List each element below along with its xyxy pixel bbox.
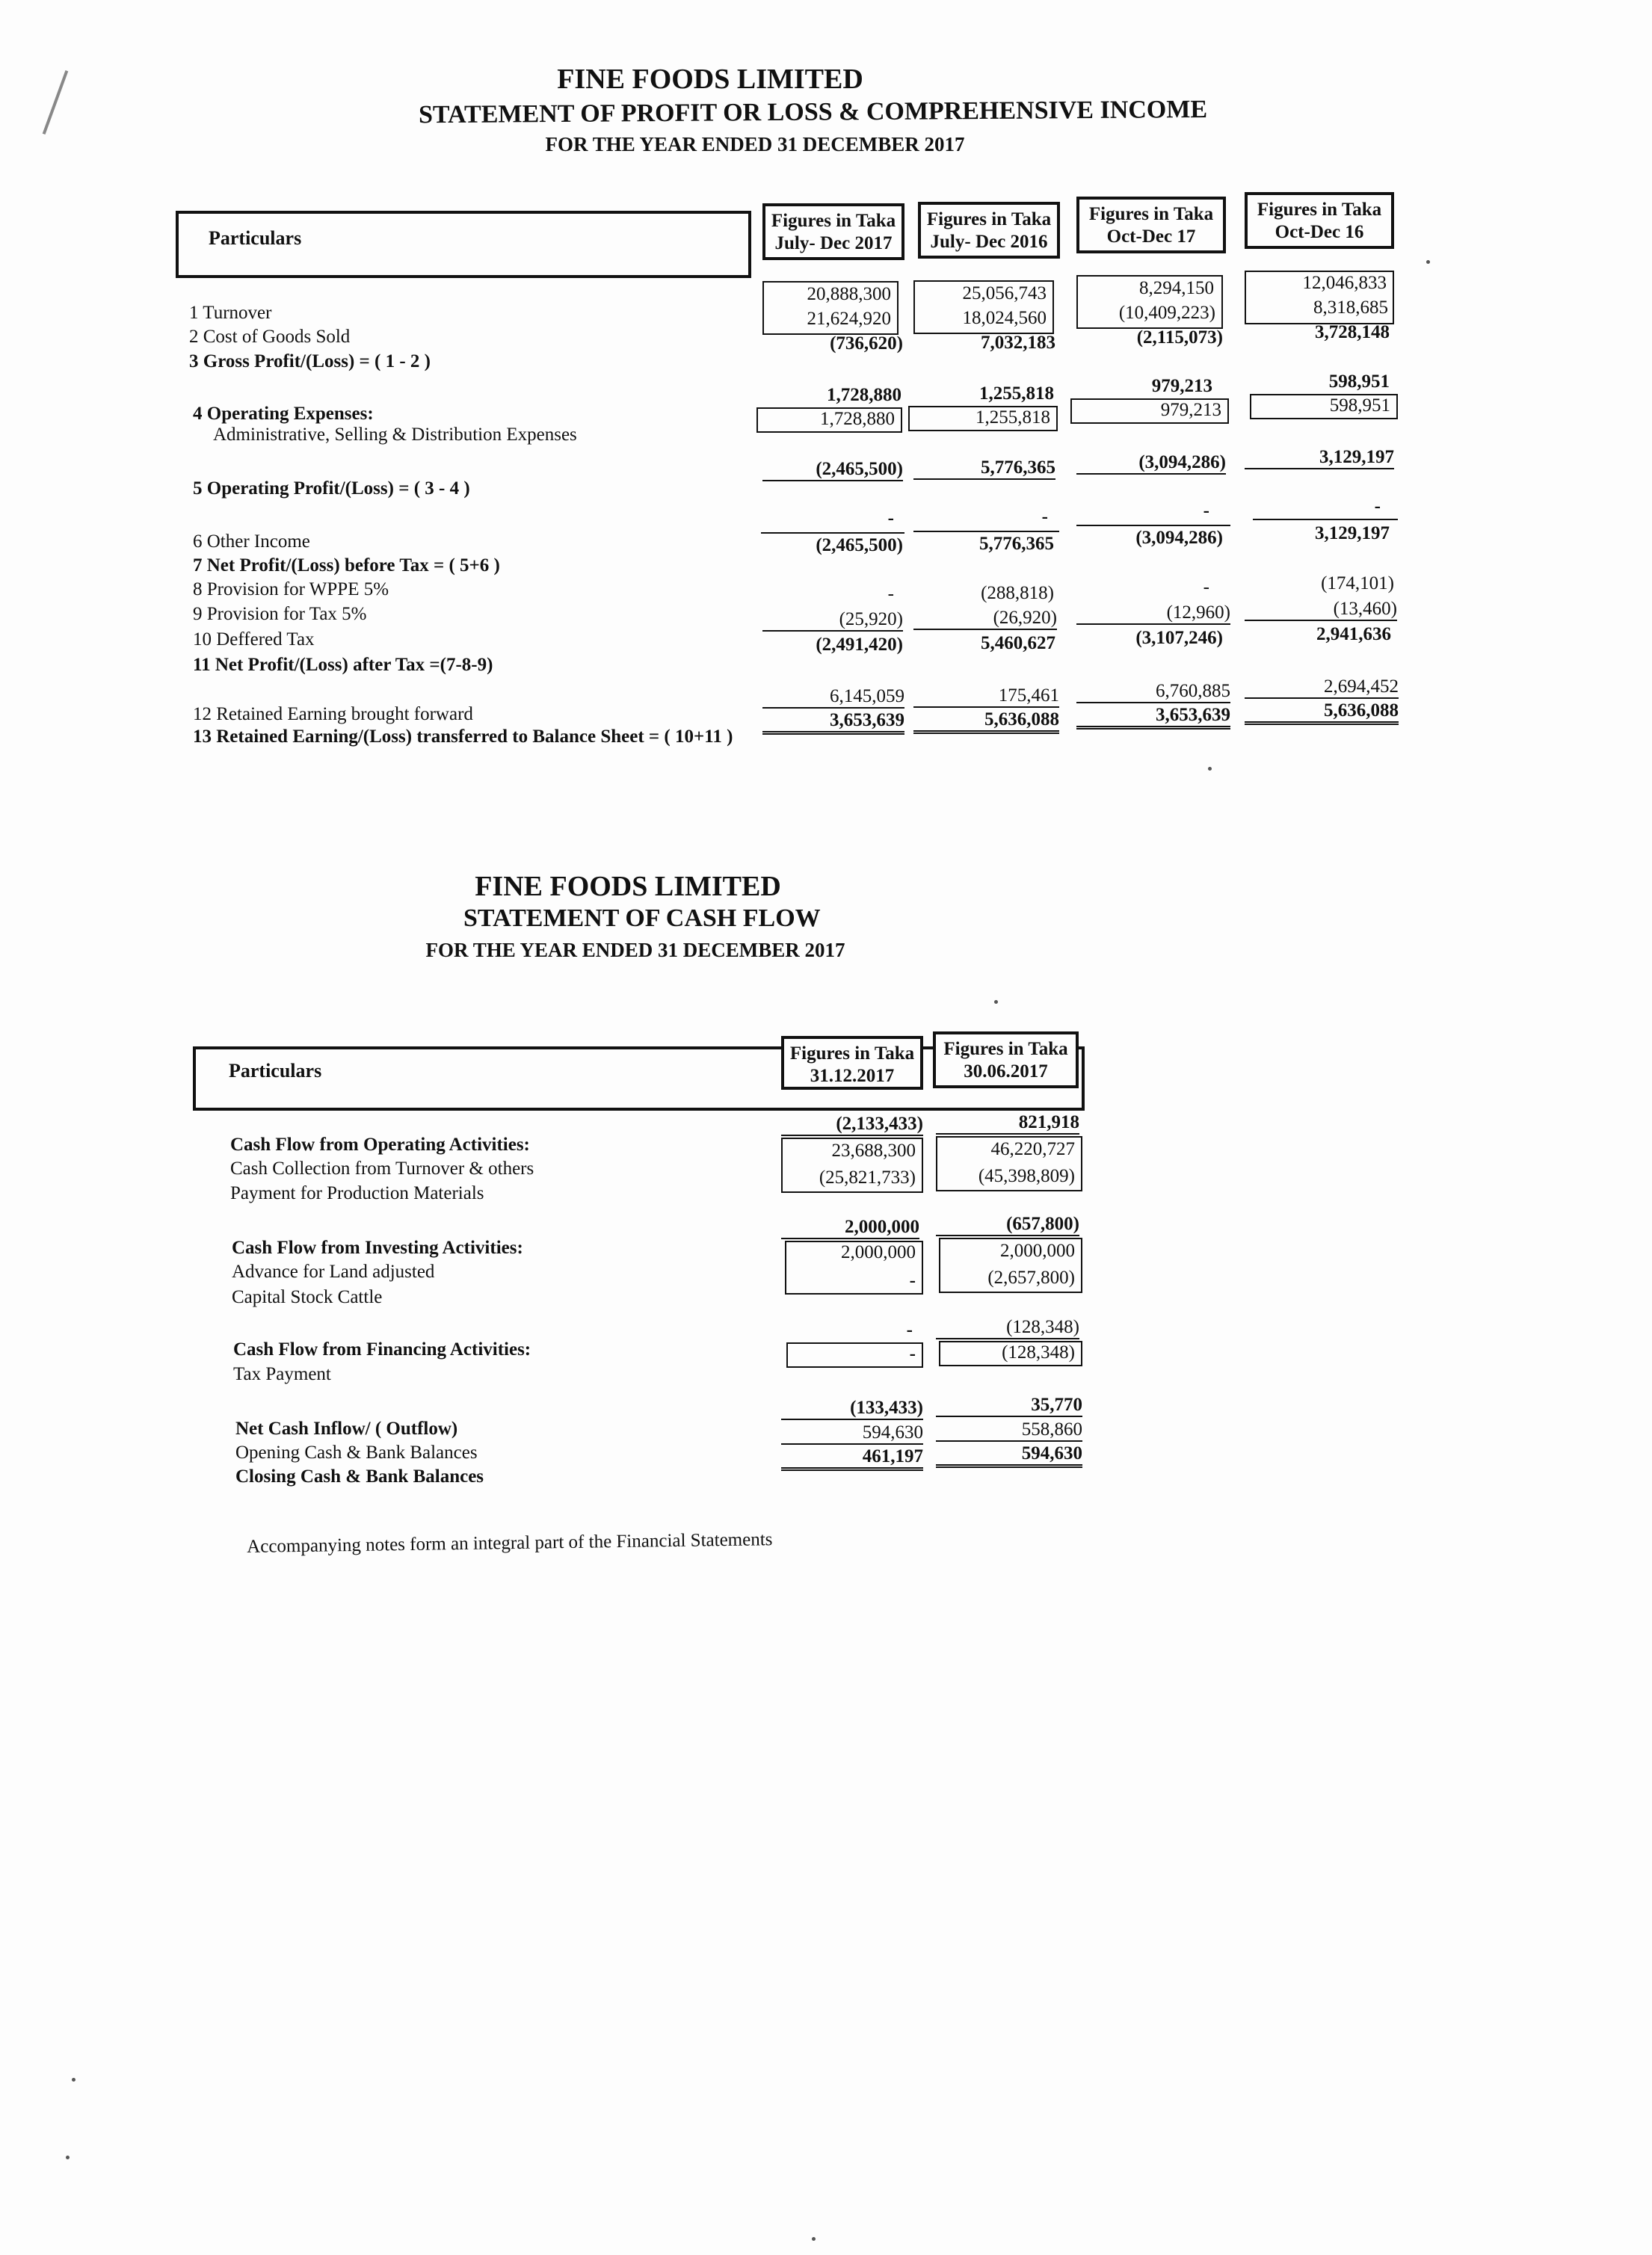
pl-row-label: 5 Operating Profit/(Loss) = ( 3 - 4 ) — [193, 478, 470, 499]
cf-row-label: Capital Stock Cattle — [232, 1287, 383, 1307]
cf-value: 2,000,000 — [781, 1217, 919, 1239]
column-header-4-line1: Figures in Taka — [1257, 200, 1382, 220]
column-header-3-line1: Figures in Taka — [1088, 204, 1214, 224]
pl-value: 12,046,833 — [1302, 273, 1387, 293]
cf-row-label: Closing Cash & Bank Balances — [235, 1466, 484, 1487]
cf-row-label: Cash Flow from Operating Activities: — [230, 1135, 530, 1155]
pl-value: (10,409,223) — [1118, 303, 1215, 323]
pl-value: - — [1203, 501, 1209, 521]
pl-value: (3,094,286) — [1135, 528, 1223, 548]
pl-value: 5,636,088 — [1245, 700, 1399, 725]
cf-statement-period: FOR THE YEAR ENDED 31 DECEMBER 2017 — [425, 939, 845, 961]
pl-row-label: 6 Other Income — [193, 531, 310, 552]
cf-value: 35,770 — [936, 1395, 1082, 1417]
pl-row-label: 1 Turnover — [189, 303, 272, 323]
scan-speck — [66, 2156, 70, 2159]
cf-value: (128,348) — [939, 1341, 1082, 1366]
pl-value: 25,056,743 — [962, 283, 1047, 303]
cf-row-label: Payment for Production Materials — [230, 1183, 484, 1203]
pl-value: 8,294,150 — [1139, 278, 1214, 298]
pl-value: (3,107,246) — [1135, 628, 1223, 648]
pl-row-label: 3 Gross Profit/(Loss) = ( 1 - 2 ) — [189, 351, 431, 371]
pl-value: 979,213 — [1070, 398, 1229, 424]
statement-title: STATEMENT OF PROFIT OR LOSS & COMPREHENSIVE INCOME — [418, 95, 1208, 129]
pl-value: (736,620) — [830, 333, 903, 354]
pl-col1-rule — [761, 532, 904, 534]
cf-value: 594,630 — [936, 1443, 1082, 1468]
notes-footer: Accompanying notes form an integral part of the Financial Statements — [247, 1529, 773, 1557]
cf-value: - — [786, 1342, 923, 1368]
cf-value: 558,860 — [936, 1419, 1082, 1442]
cf-row-label: Opening Cash & Bank Balances — [235, 1443, 478, 1463]
cf-value: - — [906, 1320, 913, 1340]
cf-value: 461,197 — [781, 1446, 923, 1471]
particulars-label: Particulars — [209, 227, 302, 249]
pl-value: (174,101) — [1321, 573, 1394, 593]
scan-speck — [1426, 260, 1430, 264]
pl-value: 598,951 — [1250, 394, 1398, 419]
cf-company-name: FINE FOODS LIMITED — [475, 871, 781, 902]
pl-value: 175,461 — [913, 685, 1059, 708]
pl-value: (2,115,073) — [1136, 327, 1223, 348]
company-name: FINE FOODS LIMITED — [557, 64, 863, 95]
pl-row-label: 11 Net Profit/(Loss) after Tax =(7-8-9) — [193, 655, 493, 675]
pl-value: 6,145,059 — [762, 686, 904, 709]
cf-row-label: Tax Payment — [233, 1364, 331, 1384]
pl-row-label: 4 Operating Expenses: — [193, 404, 374, 424]
pl-value: 1,255,818 — [979, 383, 1054, 404]
column-header-2-line1: Figures in Taka — [926, 209, 1052, 229]
cf-row-label: Advance for Land adjusted — [232, 1262, 435, 1282]
column-header-1 — [762, 203, 904, 260]
cf-value: 594,630 — [781, 1422, 923, 1445]
pl-value: 1,728,880 — [756, 407, 902, 433]
cf-row-label: Cash Flow from Investing Activities: — [232, 1238, 523, 1258]
column-header-1-line2: July- Dec 2017 — [774, 233, 893, 253]
pl-value: - — [1203, 577, 1209, 597]
cf-value: - — [909, 1271, 916, 1291]
cf-value: (45,398,809) — [978, 1166, 1075, 1186]
pl-value: 5,460,627 — [981, 633, 1055, 653]
pl-value: - — [1041, 507, 1048, 527]
pl-value: (2,465,500) — [762, 459, 903, 481]
cf-column-header-1-line1: Figures in Taka — [789, 1043, 915, 1064]
pl-value: 21,624,920 — [807, 309, 891, 329]
pl-value: (12,960) — [1076, 602, 1230, 625]
pl-value: (2,491,420) — [816, 635, 903, 655]
pl-value: - — [887, 508, 894, 528]
pl-value: 979,213 — [1151, 376, 1212, 396]
pl-col4-rule — [1253, 519, 1398, 520]
pl-value: 20,888,300 — [807, 284, 891, 304]
cf-row-label: Net Cash Inflow/ ( Outflow) — [235, 1419, 458, 1439]
statement-period: FOR THE YEAR ENDED 31 DECEMBER 2017 — [545, 133, 965, 155]
pl-col2-rule — [913, 531, 1059, 532]
pl-value: (25,920) — [762, 609, 903, 632]
cf-value: 821,918 — [936, 1112, 1079, 1135]
pl-value: - — [1374, 496, 1381, 516]
cf-value: (2,133,433) — [781, 1114, 923, 1136]
pl-value: 1,728,880 — [827, 385, 901, 405]
pl-row-label: 7 Net Profit/(Loss) before Tax = ( 5+6 ) — [193, 555, 500, 576]
pl-row-label: 8 Provision for WPPE 5% — [193, 579, 389, 599]
particulars-header-box — [176, 211, 751, 278]
cf-value: 46,220,727 — [990, 1139, 1075, 1159]
cf-row-label: Cash Collection from Turnover & others — [230, 1159, 534, 1179]
pl-value: 8,318,685 — [1313, 297, 1388, 318]
scan-speck — [994, 1000, 998, 1004]
pl-value: 3,653,639 — [1076, 705, 1230, 729]
pl-value: 6,760,885 — [1076, 681, 1230, 703]
pl-row-label: Administrative, Selling & Distribution Expenses — [213, 425, 577, 445]
column-header-3 — [1076, 197, 1226, 253]
pl-value: 5,776,365 — [979, 534, 1054, 554]
cf-column-header-1 — [781, 1036, 923, 1090]
column-header-2-line2: July- Dec 2016 — [930, 232, 1048, 252]
scan-speck — [72, 2078, 75, 2082]
scan-speck — [812, 2237, 816, 2241]
cf-value: 23,688,300 — [831, 1141, 916, 1161]
pl-value: 1,255,818 — [908, 406, 1058, 431]
pl-value: (288,818) — [981, 583, 1054, 603]
column-header-4-line2: Oct-Dec 16 — [1275, 222, 1364, 242]
column-header-2 — [918, 202, 1060, 259]
scan-speck — [1208, 767, 1212, 771]
cf-value: (25,821,733) — [819, 1167, 916, 1188]
scan-pen-mark — [43, 70, 69, 135]
cf-row-label: Cash Flow from Financing Activities: — [233, 1339, 531, 1360]
pl-col3-rule — [1076, 525, 1230, 526]
pl-value: 7,032,183 — [981, 333, 1055, 353]
pl-value: 2,694,452 — [1245, 676, 1399, 699]
pl-value: 5,636,088 — [913, 709, 1059, 734]
column-header-1-line1: Figures in Taka — [771, 211, 896, 231]
pl-value: 3,129,197 — [1315, 523, 1390, 543]
pl-value: 5,776,365 — [913, 457, 1055, 480]
cf-column-header-2 — [933, 1031, 1079, 1088]
pl-value: 3,129,197 — [1245, 447, 1394, 469]
pl-row-label: 13 Retained Earning/(Loss) transferred to Balance Sheet = ( 10+11 ) — [193, 727, 733, 747]
pl-value: (13,460) — [1245, 599, 1397, 621]
cf-value: (657,800) — [936, 1214, 1079, 1236]
pl-value: 3,653,639 — [762, 710, 904, 735]
column-header-4 — [1245, 192, 1394, 249]
column-header-3-line2: Oct-Dec 17 — [1106, 226, 1196, 247]
pl-value: - — [887, 584, 894, 604]
pl-value: (26,920) — [913, 608, 1057, 630]
cf-value: (2,657,800) — [987, 1268, 1075, 1288]
pl-value: 3,728,148 — [1315, 322, 1390, 342]
pl-value: 18,024,560 — [962, 308, 1047, 328]
cf-column-header-1-line2: 31.12.2017 — [810, 1066, 895, 1086]
cf-particulars-label: Particulars — [229, 1060, 322, 1082]
cf-column-header-2-line2: 30.06.2017 — [964, 1061, 1048, 1082]
pl-value: (2,465,500) — [816, 535, 903, 555]
cf-value: 2,000,000 — [841, 1242, 916, 1262]
cf-statement-title: STATEMENT OF CASH FLOW — [463, 904, 821, 932]
pl-value: 598,951 — [1328, 371, 1390, 392]
pl-value: 2,941,636 — [1316, 624, 1391, 644]
pl-row-label: 9 Provision for Tax 5% — [193, 604, 367, 624]
pl-row-label: 2 Cost of Goods Sold — [189, 327, 351, 347]
pl-row-label: 10 Deffered Tax — [193, 629, 315, 650]
cf-value: 2,000,000 — [1000, 1241, 1075, 1261]
pl-value: (3,094,286) — [1076, 452, 1226, 475]
cf-value: (133,433) — [781, 1398, 923, 1420]
pl-row-label: 12 Retained Earning brought forward — [193, 704, 473, 724]
cf-value: (128,348) — [936, 1317, 1079, 1339]
cf-column-header-2-line1: Figures in Taka — [943, 1039, 1068, 1059]
